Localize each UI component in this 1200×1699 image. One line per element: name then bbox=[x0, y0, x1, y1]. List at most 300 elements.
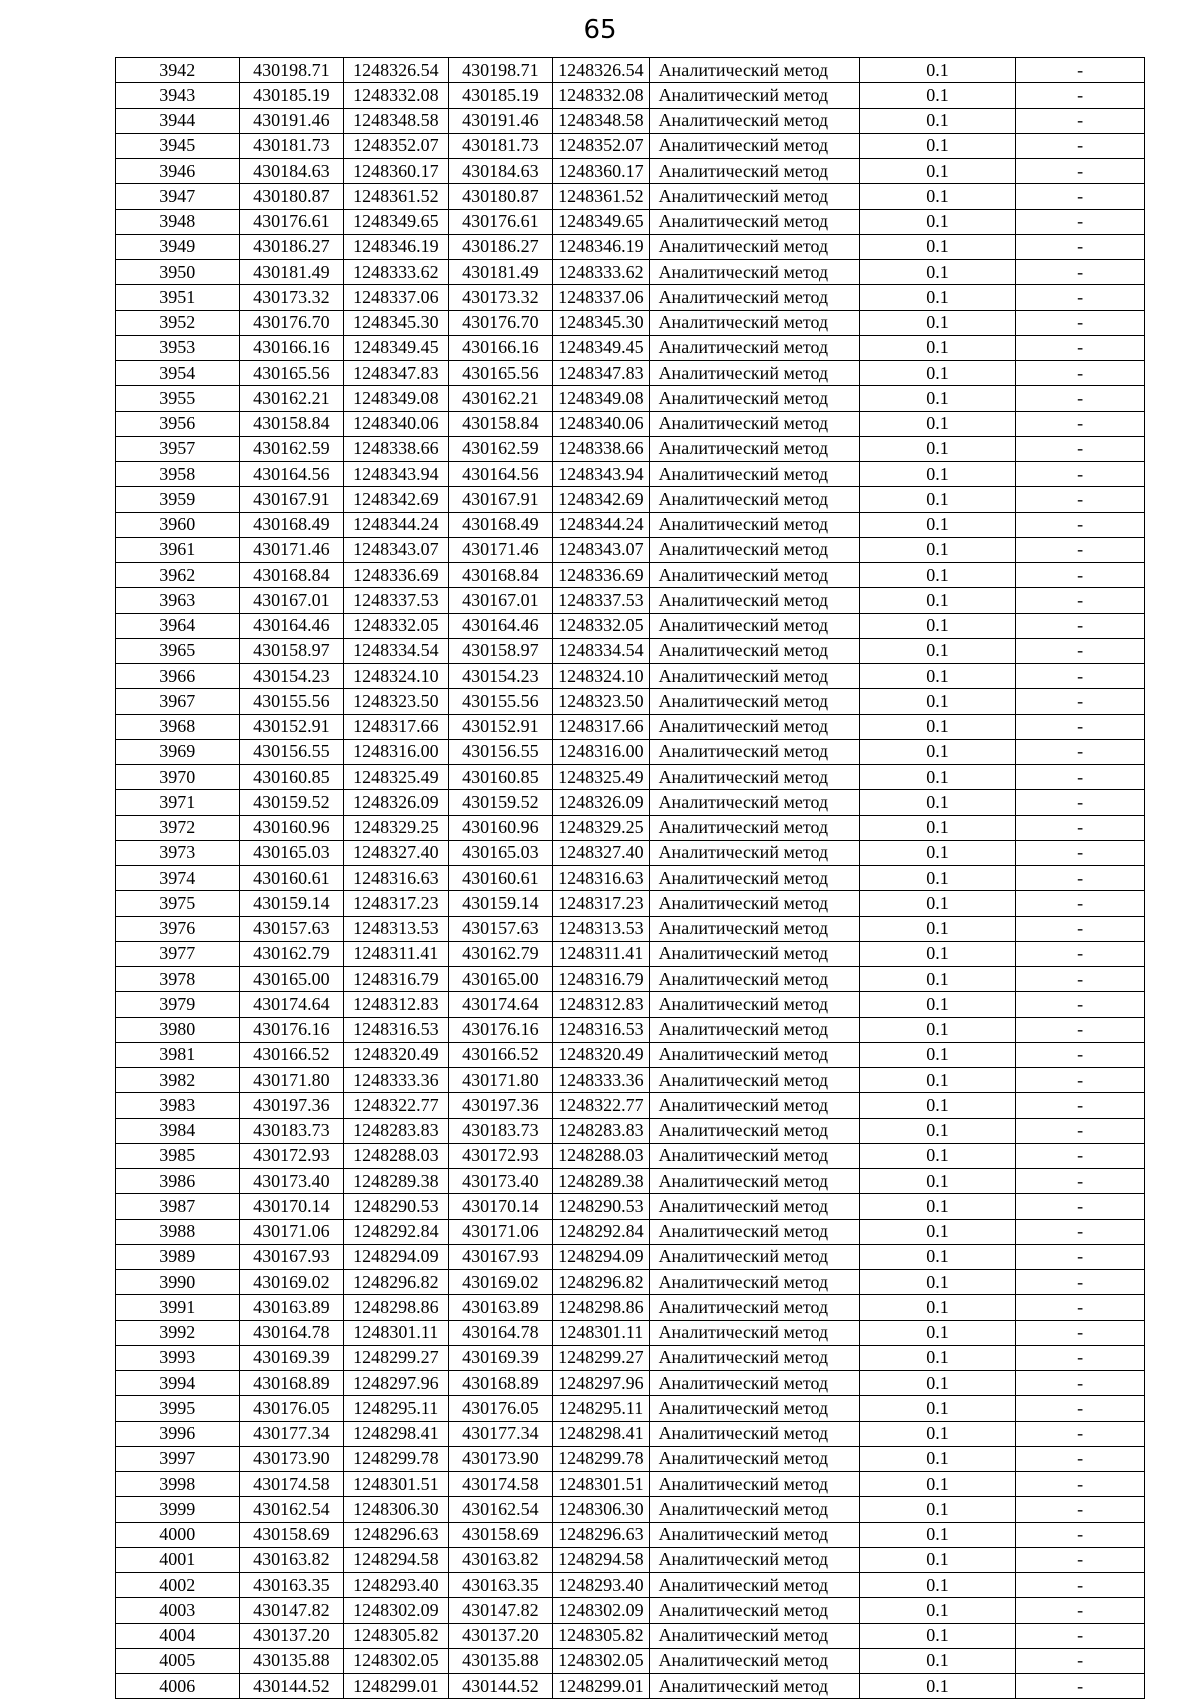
x-original-cell: 430167.01 bbox=[239, 588, 344, 613]
table-row bbox=[116, 133, 1145, 158]
method-cell: Аналитический метод bbox=[649, 159, 859, 184]
x-original-cell: 430156.55 bbox=[239, 739, 344, 764]
table-row bbox=[116, 1421, 1145, 1446]
table-row bbox=[116, 1623, 1145, 1648]
point-number-cell: 3970 bbox=[116, 765, 240, 790]
note-cell: - bbox=[1016, 1042, 1145, 1067]
point-number-cell: 3972 bbox=[116, 815, 240, 840]
x-new-cell: 430168.49 bbox=[448, 512, 553, 537]
table-row bbox=[116, 83, 1145, 108]
x-new-cell: 430169.02 bbox=[448, 1270, 553, 1295]
point-number-cell: 4003 bbox=[116, 1598, 240, 1623]
x-original-cell: 430180.87 bbox=[239, 184, 344, 209]
y-original-cell: 1248337.06 bbox=[344, 285, 449, 310]
x-new-cell: 430164.56 bbox=[448, 462, 553, 487]
method-cell: Аналитический метод bbox=[649, 386, 859, 411]
y-original-cell: 1248301.51 bbox=[344, 1472, 449, 1497]
accuracy-cell: 0.1 bbox=[859, 916, 1016, 941]
note-cell: - bbox=[1016, 335, 1145, 360]
x-new-cell: 430162.54 bbox=[448, 1497, 553, 1522]
y-original-cell: 1248297.96 bbox=[344, 1371, 449, 1396]
method-cell: Аналитический метод bbox=[649, 1421, 859, 1446]
note-cell: - bbox=[1016, 866, 1145, 891]
x-new-cell: 430181.49 bbox=[448, 260, 553, 285]
accuracy-cell: 0.1 bbox=[859, 1017, 1016, 1042]
method-cell: Аналитический метод bbox=[649, 1674, 859, 1699]
x-new-cell: 430176.61 bbox=[448, 209, 553, 234]
x-original-cell: 430159.52 bbox=[239, 790, 344, 815]
y-new-cell: 1248317.23 bbox=[553, 891, 649, 916]
note-cell: - bbox=[1016, 411, 1145, 436]
method-cell: Аналитический метод bbox=[649, 866, 859, 891]
y-original-cell: 1248349.45 bbox=[344, 335, 449, 360]
x-original-cell: 430176.61 bbox=[239, 209, 344, 234]
note-cell: - bbox=[1016, 1270, 1145, 1295]
table-row bbox=[116, 1017, 1145, 1042]
x-new-cell: 430162.79 bbox=[448, 941, 553, 966]
y-new-cell: 1248347.83 bbox=[553, 361, 649, 386]
table-row bbox=[116, 765, 1145, 790]
accuracy-cell: 0.1 bbox=[859, 1371, 1016, 1396]
note-cell: - bbox=[1016, 1017, 1145, 1042]
accuracy-cell: 0.1 bbox=[859, 1042, 1016, 1067]
y-new-cell: 1248298.86 bbox=[553, 1295, 649, 1320]
point-number-cell: 3948 bbox=[116, 209, 240, 234]
x-original-cell: 430166.16 bbox=[239, 335, 344, 360]
x-original-cell: 430135.88 bbox=[239, 1648, 344, 1673]
x-new-cell: 430176.70 bbox=[448, 310, 553, 335]
method-cell: Аналитический метод bbox=[649, 108, 859, 133]
table-row bbox=[116, 361, 1145, 386]
table-row bbox=[116, 1472, 1145, 1497]
accuracy-cell: 0.1 bbox=[859, 1194, 1016, 1219]
method-cell: Аналитический метод bbox=[649, 1295, 859, 1320]
table-row bbox=[116, 386, 1145, 411]
x-original-cell: 430164.78 bbox=[239, 1320, 344, 1345]
point-number-cell: 3994 bbox=[116, 1371, 240, 1396]
table-row bbox=[116, 992, 1145, 1017]
table-row bbox=[116, 1093, 1145, 1118]
point-number-cell: 3967 bbox=[116, 689, 240, 714]
y-original-cell: 1248283.83 bbox=[344, 1118, 449, 1143]
x-new-cell: 430137.20 bbox=[448, 1623, 553, 1648]
point-number-cell: 3957 bbox=[116, 436, 240, 461]
method-cell: Аналитический метод bbox=[649, 1648, 859, 1673]
method-cell: Аналитический метод bbox=[649, 1396, 859, 1421]
x-new-cell: 430163.35 bbox=[448, 1573, 553, 1598]
accuracy-cell: 0.1 bbox=[859, 941, 1016, 966]
note-cell: - bbox=[1016, 1143, 1145, 1168]
y-new-cell: 1248322.77 bbox=[553, 1093, 649, 1118]
note-cell: - bbox=[1016, 1244, 1145, 1269]
accuracy-cell: 0.1 bbox=[859, 1345, 1016, 1370]
point-number-cell: 3989 bbox=[116, 1244, 240, 1269]
y-new-cell: 1248348.58 bbox=[553, 108, 649, 133]
method-cell: Аналитический метод bbox=[649, 1573, 859, 1598]
x-new-cell: 430173.40 bbox=[448, 1169, 553, 1194]
note-cell: - bbox=[1016, 1446, 1145, 1471]
x-new-cell: 430152.91 bbox=[448, 714, 553, 739]
method-cell: Аналитический метод bbox=[649, 1270, 859, 1295]
method-cell: Аналитический метод bbox=[649, 840, 859, 865]
x-original-cell: 430173.40 bbox=[239, 1169, 344, 1194]
point-number-cell: 3968 bbox=[116, 714, 240, 739]
point-number-cell: 3947 bbox=[116, 184, 240, 209]
note-cell: - bbox=[1016, 714, 1145, 739]
point-number-cell: 3990 bbox=[116, 1270, 240, 1295]
x-new-cell: 430167.91 bbox=[448, 487, 553, 512]
accuracy-cell: 0.1 bbox=[859, 83, 1016, 108]
method-cell: Аналитический метод bbox=[649, 563, 859, 588]
method-cell: Аналитический метод bbox=[649, 1017, 859, 1042]
table-row bbox=[116, 1320, 1145, 1345]
method-cell: Аналитический метод bbox=[649, 411, 859, 436]
accuracy-cell: 0.1 bbox=[859, 184, 1016, 209]
method-cell: Аналитический метод bbox=[649, 664, 859, 689]
x-new-cell: 430162.59 bbox=[448, 436, 553, 461]
method-cell: Аналитический метод bbox=[649, 1194, 859, 1219]
accuracy-cell: 0.1 bbox=[859, 588, 1016, 613]
y-new-cell: 1248301.51 bbox=[553, 1472, 649, 1497]
y-original-cell: 1248299.01 bbox=[344, 1674, 449, 1699]
table-row bbox=[116, 1270, 1145, 1295]
accuracy-cell: 0.1 bbox=[859, 133, 1016, 158]
note-cell: - bbox=[1016, 83, 1145, 108]
point-number-cell: 3995 bbox=[116, 1396, 240, 1421]
table-row bbox=[116, 840, 1145, 865]
y-new-cell: 1248345.30 bbox=[553, 310, 649, 335]
x-new-cell: 430163.89 bbox=[448, 1295, 553, 1320]
note-cell: - bbox=[1016, 1295, 1145, 1320]
table-row bbox=[116, 1674, 1145, 1699]
x-original-cell: 430154.23 bbox=[239, 664, 344, 689]
accuracy-cell: 0.1 bbox=[859, 1068, 1016, 1093]
y-new-cell: 1248316.79 bbox=[553, 967, 649, 992]
point-number-cell: 3965 bbox=[116, 638, 240, 663]
x-new-cell: 430186.27 bbox=[448, 234, 553, 259]
method-cell: Аналитический метод bbox=[649, 335, 859, 360]
point-number-cell: 3974 bbox=[116, 866, 240, 891]
accuracy-cell: 0.1 bbox=[859, 1648, 1016, 1673]
point-number-cell: 3980 bbox=[116, 1017, 240, 1042]
note-cell: - bbox=[1016, 815, 1145, 840]
y-new-cell: 1248337.06 bbox=[553, 285, 649, 310]
y-original-cell: 1248311.41 bbox=[344, 941, 449, 966]
x-original-cell: 430158.84 bbox=[239, 411, 344, 436]
x-original-cell: 430174.58 bbox=[239, 1472, 344, 1497]
y-new-cell: 1248320.49 bbox=[553, 1042, 649, 1067]
x-original-cell: 430163.82 bbox=[239, 1547, 344, 1572]
x-new-cell: 430174.64 bbox=[448, 992, 553, 1017]
y-new-cell: 1248342.69 bbox=[553, 487, 649, 512]
point-number-cell: 3988 bbox=[116, 1219, 240, 1244]
x-new-cell: 430160.96 bbox=[448, 815, 553, 840]
method-cell: Аналитический метод bbox=[649, 916, 859, 941]
x-new-cell: 430184.63 bbox=[448, 159, 553, 184]
x-new-cell: 430168.89 bbox=[448, 1371, 553, 1396]
y-original-cell: 1248316.79 bbox=[344, 967, 449, 992]
note-cell: - bbox=[1016, 1068, 1145, 1093]
point-number-cell: 3985 bbox=[116, 1143, 240, 1168]
y-original-cell: 1248320.49 bbox=[344, 1042, 449, 1067]
note-cell: - bbox=[1016, 689, 1145, 714]
table-row bbox=[116, 916, 1145, 941]
note-cell: - bbox=[1016, 133, 1145, 158]
method-cell: Аналитический метод bbox=[649, 1446, 859, 1471]
point-number-cell: 3966 bbox=[116, 664, 240, 689]
y-original-cell: 1248327.40 bbox=[344, 840, 449, 865]
x-original-cell: 430181.49 bbox=[239, 260, 344, 285]
point-number-cell: 3960 bbox=[116, 512, 240, 537]
x-new-cell: 430156.55 bbox=[448, 739, 553, 764]
x-original-cell: 430159.14 bbox=[239, 891, 344, 916]
accuracy-cell: 0.1 bbox=[859, 1674, 1016, 1699]
y-original-cell: 1248313.53 bbox=[344, 916, 449, 941]
point-number-cell: 3979 bbox=[116, 992, 240, 1017]
accuracy-cell: 0.1 bbox=[859, 714, 1016, 739]
note-cell: - bbox=[1016, 1219, 1145, 1244]
method-cell: Аналитический метод bbox=[649, 1042, 859, 1067]
note-cell: - bbox=[1016, 790, 1145, 815]
note-cell: - bbox=[1016, 285, 1145, 310]
point-number-cell: 3996 bbox=[116, 1421, 240, 1446]
x-new-cell: 430155.56 bbox=[448, 689, 553, 714]
x-new-cell: 430167.01 bbox=[448, 588, 553, 613]
y-new-cell: 1248329.25 bbox=[553, 815, 649, 840]
x-new-cell: 430154.23 bbox=[448, 664, 553, 689]
x-original-cell: 430157.63 bbox=[239, 916, 344, 941]
note-cell: - bbox=[1016, 537, 1145, 562]
point-number-cell: 3987 bbox=[116, 1194, 240, 1219]
table-row bbox=[116, 1143, 1145, 1168]
x-new-cell: 430169.39 bbox=[448, 1345, 553, 1370]
note-cell: - bbox=[1016, 386, 1145, 411]
note-cell: - bbox=[1016, 487, 1145, 512]
y-new-cell: 1248296.63 bbox=[553, 1522, 649, 1547]
y-original-cell: 1248361.52 bbox=[344, 184, 449, 209]
accuracy-cell: 0.1 bbox=[859, 1143, 1016, 1168]
y-original-cell: 1248289.38 bbox=[344, 1169, 449, 1194]
y-original-cell: 1248298.86 bbox=[344, 1295, 449, 1320]
method-cell: Аналитический метод bbox=[649, 184, 859, 209]
point-number-cell: 3992 bbox=[116, 1320, 240, 1345]
x-new-cell: 430160.61 bbox=[448, 866, 553, 891]
x-original-cell: 430173.32 bbox=[239, 285, 344, 310]
table-row bbox=[116, 1345, 1145, 1370]
method-cell: Аналитический метод bbox=[649, 941, 859, 966]
x-original-cell: 430168.84 bbox=[239, 563, 344, 588]
point-number-cell: 3956 bbox=[116, 411, 240, 436]
x-new-cell: 430163.82 bbox=[448, 1547, 553, 1572]
method-cell: Аналитический метод bbox=[649, 1497, 859, 1522]
note-cell: - bbox=[1016, 1345, 1145, 1370]
y-original-cell: 1248305.82 bbox=[344, 1623, 449, 1648]
y-new-cell: 1248316.63 bbox=[553, 866, 649, 891]
note-cell: - bbox=[1016, 588, 1145, 613]
table-row bbox=[116, 588, 1145, 613]
y-new-cell: 1248293.40 bbox=[553, 1573, 649, 1598]
y-original-cell: 1248323.50 bbox=[344, 689, 449, 714]
method-cell: Аналитический метод bbox=[649, 967, 859, 992]
note-cell: - bbox=[1016, 1194, 1145, 1219]
accuracy-cell: 0.1 bbox=[859, 1573, 1016, 1598]
y-new-cell: 1248333.62 bbox=[553, 260, 649, 285]
y-original-cell: 1248302.09 bbox=[344, 1598, 449, 1623]
x-original-cell: 430169.39 bbox=[239, 1345, 344, 1370]
x-original-cell: 430160.85 bbox=[239, 765, 344, 790]
accuracy-cell: 0.1 bbox=[859, 1093, 1016, 1118]
y-new-cell: 1248312.83 bbox=[553, 992, 649, 1017]
table-row bbox=[116, 689, 1145, 714]
x-new-cell: 430185.19 bbox=[448, 83, 553, 108]
note-cell: - bbox=[1016, 916, 1145, 941]
table-row bbox=[116, 613, 1145, 638]
point-number-cell: 3977 bbox=[116, 941, 240, 966]
point-number-cell: 3986 bbox=[116, 1169, 240, 1194]
table-row bbox=[116, 638, 1145, 663]
note-cell: - bbox=[1016, 108, 1145, 133]
x-original-cell: 430158.97 bbox=[239, 638, 344, 663]
note-cell: - bbox=[1016, 1573, 1145, 1598]
x-original-cell: 430164.56 bbox=[239, 462, 344, 487]
y-new-cell: 1248338.66 bbox=[553, 436, 649, 461]
method-cell: Аналитический метод bbox=[649, 462, 859, 487]
note-cell: - bbox=[1016, 234, 1145, 259]
x-new-cell: 430135.88 bbox=[448, 1648, 553, 1673]
accuracy-cell: 0.1 bbox=[859, 1219, 1016, 1244]
method-cell: Аналитический метод bbox=[649, 1219, 859, 1244]
x-original-cell: 430167.93 bbox=[239, 1244, 344, 1269]
method-cell: Аналитический метод bbox=[649, 1472, 859, 1497]
table-row bbox=[116, 285, 1145, 310]
note-cell: - bbox=[1016, 462, 1145, 487]
point-number-cell: 3983 bbox=[116, 1093, 240, 1118]
note-cell: - bbox=[1016, 840, 1145, 865]
x-new-cell: 430171.06 bbox=[448, 1219, 553, 1244]
note-cell: - bbox=[1016, 1623, 1145, 1648]
x-original-cell: 430172.93 bbox=[239, 1143, 344, 1168]
accuracy-cell: 0.1 bbox=[859, 815, 1016, 840]
method-cell: Аналитический метод bbox=[649, 1118, 859, 1143]
note-cell: - bbox=[1016, 184, 1145, 209]
y-original-cell: 1248296.82 bbox=[344, 1270, 449, 1295]
accuracy-cell: 0.1 bbox=[859, 1270, 1016, 1295]
accuracy-cell: 0.1 bbox=[859, 840, 1016, 865]
method-cell: Аналитический метод bbox=[649, 83, 859, 108]
x-original-cell: 430162.54 bbox=[239, 1497, 344, 1522]
x-original-cell: 430185.19 bbox=[239, 83, 344, 108]
table-row bbox=[116, 512, 1145, 537]
y-original-cell: 1248294.58 bbox=[344, 1547, 449, 1572]
method-cell: Аналитический метод bbox=[649, 1244, 859, 1269]
point-number-cell: 3998 bbox=[116, 1472, 240, 1497]
y-original-cell: 1248317.23 bbox=[344, 891, 449, 916]
point-number-cell: 4005 bbox=[116, 1648, 240, 1673]
note-cell: - bbox=[1016, 1547, 1145, 1572]
point-number-cell: 3949 bbox=[116, 234, 240, 259]
x-original-cell: 430191.46 bbox=[239, 108, 344, 133]
x-new-cell: 430165.00 bbox=[448, 967, 553, 992]
table-row bbox=[116, 1219, 1145, 1244]
accuracy-cell: 0.1 bbox=[859, 386, 1016, 411]
y-original-cell: 1248316.63 bbox=[344, 866, 449, 891]
note-cell: - bbox=[1016, 638, 1145, 663]
method-cell: Аналитический метод bbox=[649, 537, 859, 562]
y-original-cell: 1248316.00 bbox=[344, 739, 449, 764]
point-number-cell: 3993 bbox=[116, 1345, 240, 1370]
note-cell: - bbox=[1016, 260, 1145, 285]
x-original-cell: 430184.63 bbox=[239, 159, 344, 184]
accuracy-cell: 0.1 bbox=[859, 1320, 1016, 1345]
x-original-cell: 430174.64 bbox=[239, 992, 344, 1017]
table-row bbox=[116, 1194, 1145, 1219]
accuracy-cell: 0.1 bbox=[859, 1472, 1016, 1497]
note-cell: - bbox=[1016, 563, 1145, 588]
table-row bbox=[116, 1497, 1145, 1522]
y-original-cell: 1248334.54 bbox=[344, 638, 449, 663]
y-original-cell: 1248342.69 bbox=[344, 487, 449, 512]
table-row bbox=[116, 411, 1145, 436]
x-new-cell: 430176.16 bbox=[448, 1017, 553, 1042]
table-row bbox=[116, 1169, 1145, 1194]
note-cell: - bbox=[1016, 613, 1145, 638]
y-new-cell: 1248337.53 bbox=[553, 588, 649, 613]
x-new-cell: 430158.69 bbox=[448, 1522, 553, 1547]
note-cell: - bbox=[1016, 664, 1145, 689]
y-original-cell: 1248302.05 bbox=[344, 1648, 449, 1673]
accuracy-cell: 0.1 bbox=[859, 512, 1016, 537]
x-original-cell: 430164.46 bbox=[239, 613, 344, 638]
x-original-cell: 430166.52 bbox=[239, 1042, 344, 1067]
y-original-cell: 1248348.58 bbox=[344, 108, 449, 133]
x-new-cell: 430162.21 bbox=[448, 386, 553, 411]
y-new-cell: 1248349.08 bbox=[553, 386, 649, 411]
point-number-cell: 3943 bbox=[116, 83, 240, 108]
accuracy-cell: 0.1 bbox=[859, 1396, 1016, 1421]
y-new-cell: 1248326.09 bbox=[553, 790, 649, 815]
note-cell: - bbox=[1016, 159, 1145, 184]
note-cell: - bbox=[1016, 310, 1145, 335]
accuracy-cell: 0.1 bbox=[859, 563, 1016, 588]
x-original-cell: 430155.56 bbox=[239, 689, 344, 714]
y-original-cell: 1248296.63 bbox=[344, 1522, 449, 1547]
y-original-cell: 1248293.40 bbox=[344, 1573, 449, 1598]
method-cell: Аналитический метод bbox=[649, 1068, 859, 1093]
y-new-cell: 1248352.07 bbox=[553, 133, 649, 158]
y-new-cell: 1248305.82 bbox=[553, 1623, 649, 1648]
note-cell: - bbox=[1016, 967, 1145, 992]
table-row bbox=[116, 1118, 1145, 1143]
accuracy-cell: 0.1 bbox=[859, 1295, 1016, 1320]
note-cell: - bbox=[1016, 1472, 1145, 1497]
accuracy-cell: 0.1 bbox=[859, 1497, 1016, 1522]
y-new-cell: 1248306.30 bbox=[553, 1497, 649, 1522]
x-new-cell: 430160.85 bbox=[448, 765, 553, 790]
table-row bbox=[116, 664, 1145, 689]
y-new-cell: 1248346.19 bbox=[553, 234, 649, 259]
x-original-cell: 430176.16 bbox=[239, 1017, 344, 1042]
table-row bbox=[116, 1396, 1145, 1421]
method-cell: Аналитический метод bbox=[649, 992, 859, 1017]
x-new-cell: 430176.05 bbox=[448, 1396, 553, 1421]
method-cell: Аналитический метод bbox=[649, 310, 859, 335]
point-number-cell: 3984 bbox=[116, 1118, 240, 1143]
x-new-cell: 430144.52 bbox=[448, 1674, 553, 1699]
point-number-cell: 3975 bbox=[116, 891, 240, 916]
y-original-cell: 1248324.10 bbox=[344, 664, 449, 689]
table-row bbox=[116, 1042, 1145, 1067]
note-cell: - bbox=[1016, 1421, 1145, 1446]
